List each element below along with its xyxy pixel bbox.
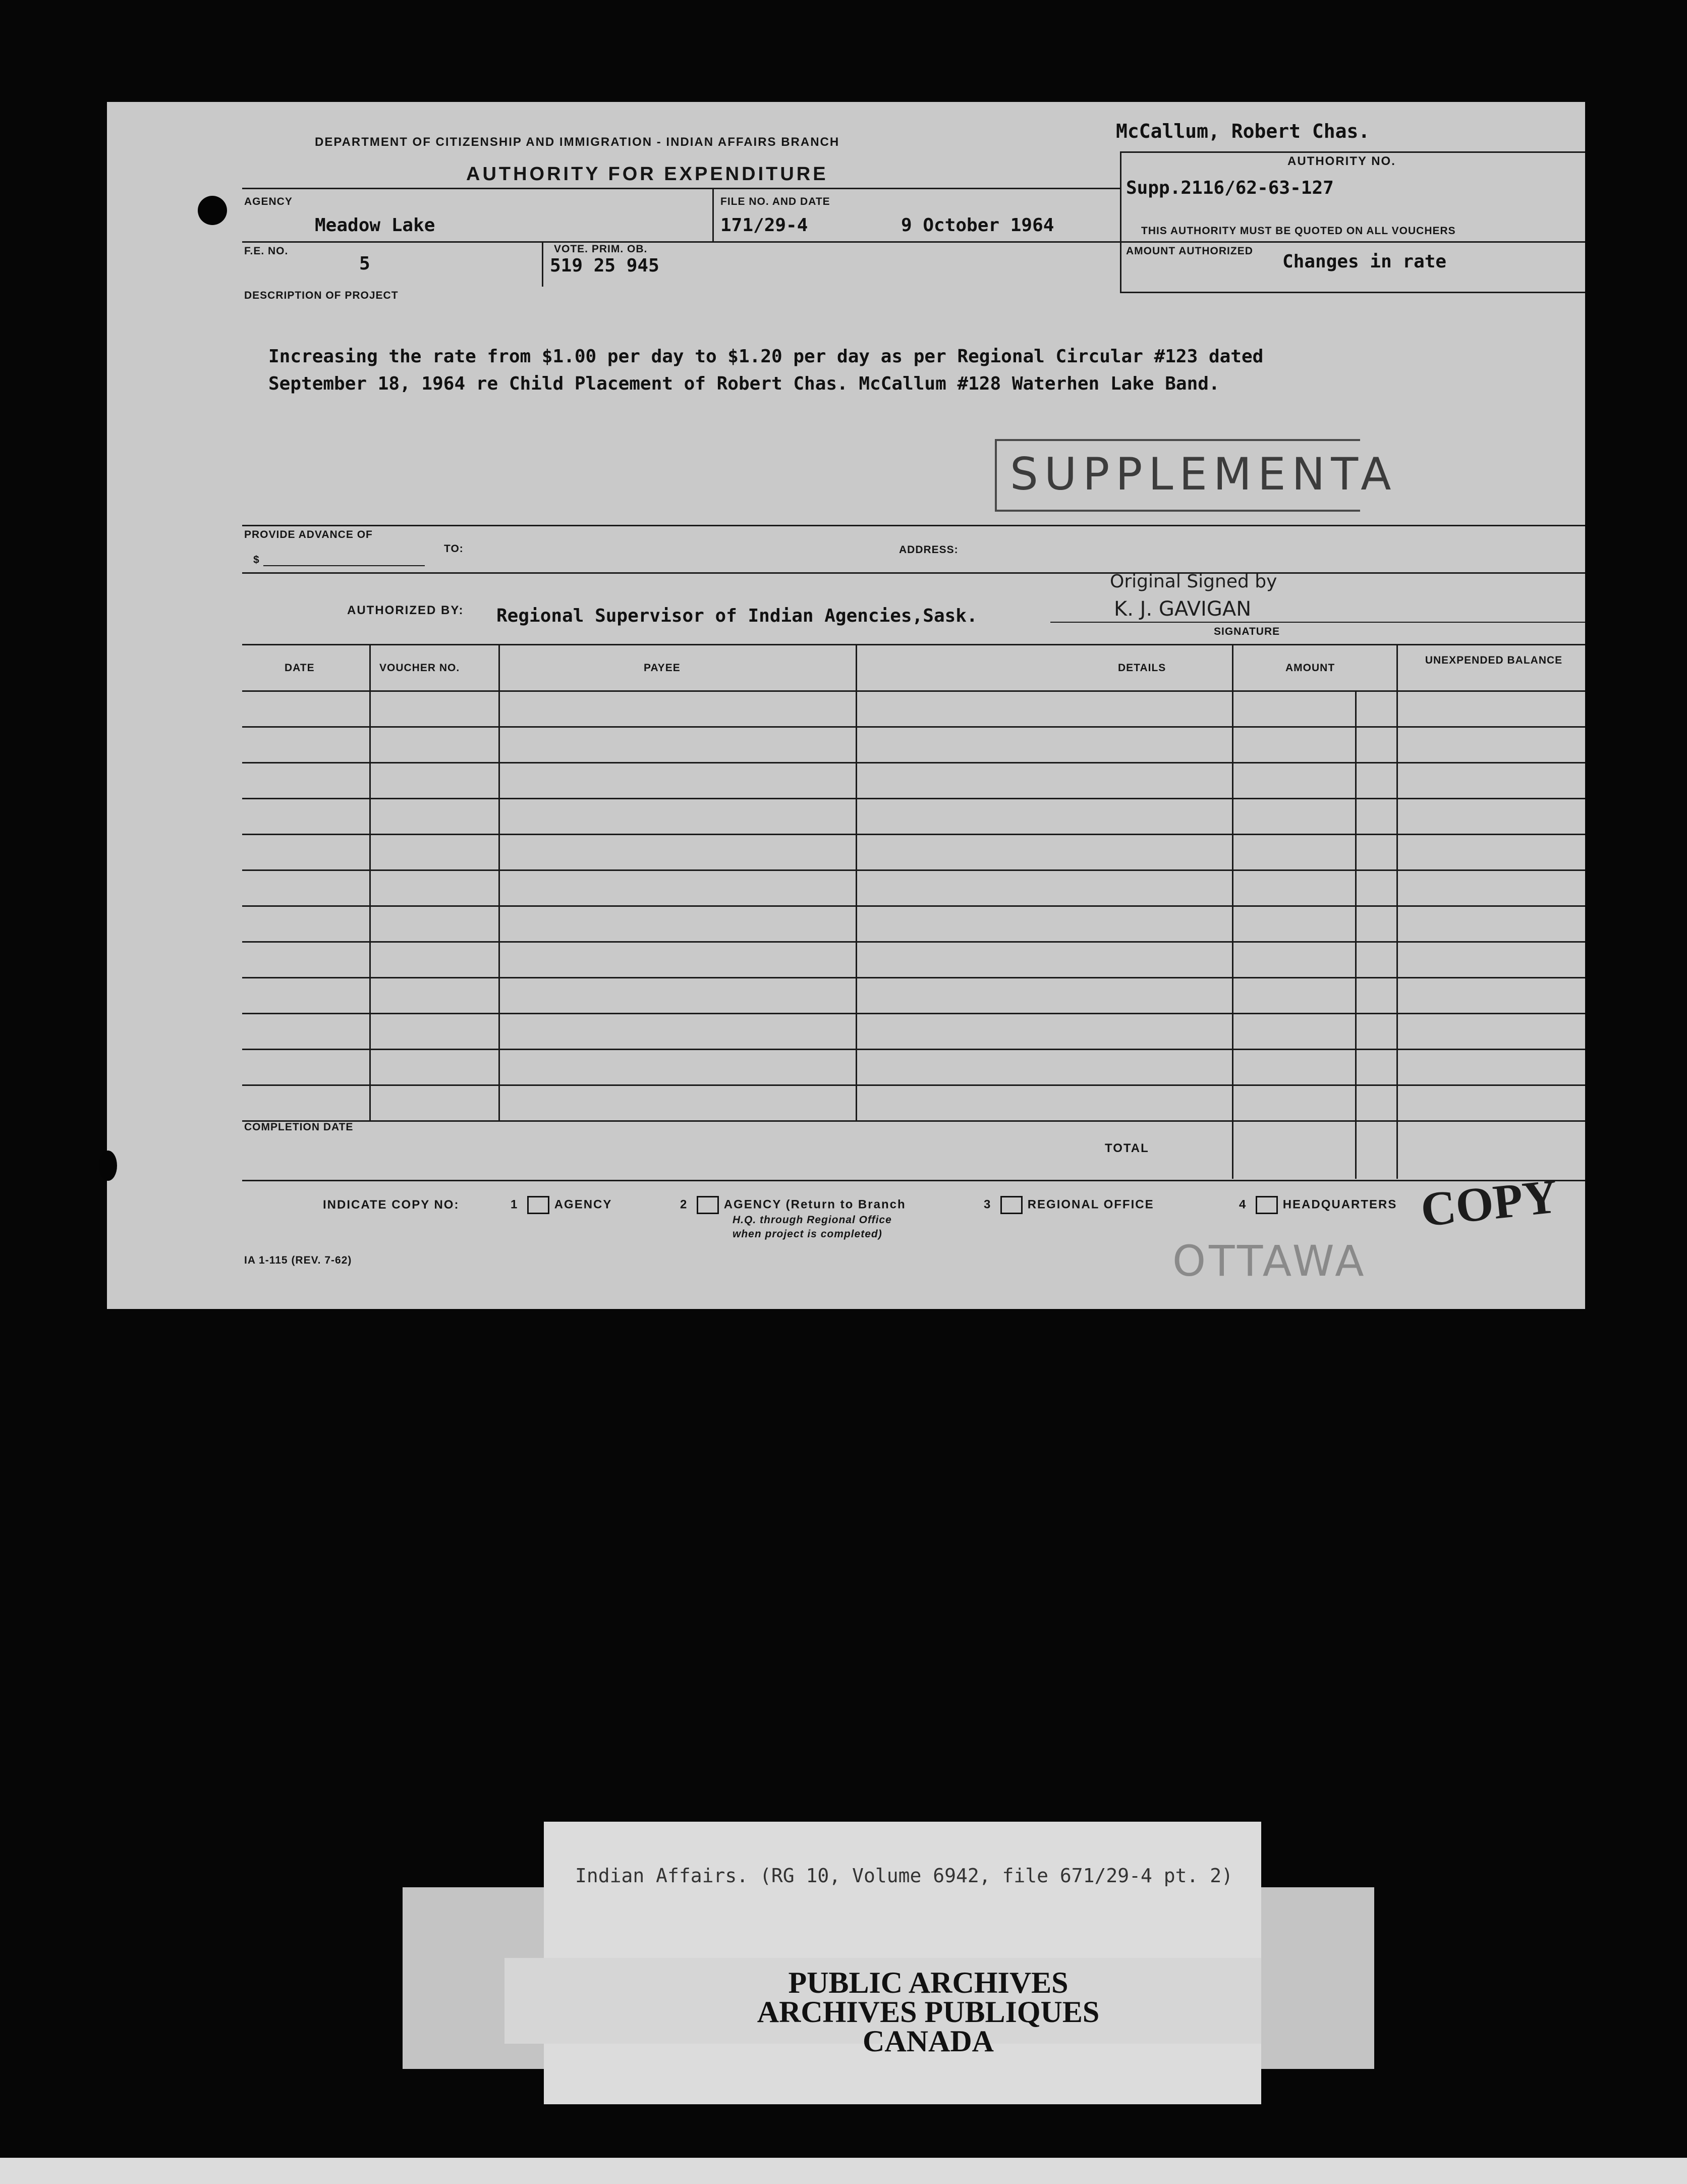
punch-hole <box>198 196 227 225</box>
form-title: AUTHORITY FOR EXPENDITURE <box>466 163 828 185</box>
form-code: IA 1-115 (REV. 7-62) <box>244 1254 352 1266</box>
authority-no: Supp.2116/62-63-127 <box>1126 178 1334 198</box>
copy-stamp: COPY <box>1418 1169 1560 1237</box>
punch-hole-edge <box>99 1151 117 1181</box>
dollar-sign: $ <box>253 554 260 566</box>
agency-label: AGENCY <box>244 196 293 207</box>
total-label: TOTAL <box>1105 1141 1149 1155</box>
col-amount: AMOUNT <box>1285 662 1335 674</box>
fe-value: 5 <box>359 253 370 274</box>
vote-values: 519 25 945 <box>550 255 659 276</box>
original-signed: Original Signed by <box>1110 571 1277 592</box>
col-details: DETAILS <box>1118 662 1166 674</box>
copy-3-checkbox <box>1000 1196 1023 1214</box>
archive-citation: Indian Affairs. (RG 10, Volume 6942, file 671/29-4 pt. 2) <box>575 1865 1233 1887</box>
authorized-by-label: AUTHORIZED BY: <box>347 604 464 617</box>
authority-no-label: AUTHORITY NO. <box>1287 154 1396 168</box>
description-line-2: September 18, 1964 re Child Placement of Robert Chas. McCallum #128 Waterhen Lake Band. <box>268 373 1220 394</box>
copy-2-checkbox <box>697 1196 719 1214</box>
authorized-by-value: Regional Supervisor of Indian Agencies,Sask. <box>496 606 978 626</box>
copy-1: 1 AGENCY <box>511 1196 612 1214</box>
copy-4-checkbox-checked <box>1256 1196 1278 1214</box>
archive-line-1: PUBLIC ARCHIVES <box>788 1966 1069 1999</box>
agency-value: Meadow Lake <box>315 215 435 236</box>
copy-2-note-line1: H.Q. through Regional Office <box>733 1214 892 1226</box>
signature-label: SIGNATURE <box>1214 626 1280 637</box>
col-unexpended-balance: UNEXPENDED BALANCE <box>1425 654 1563 666</box>
file-no: 171/29-4 <box>720 215 808 236</box>
expenditure-form <box>107 102 1585 1309</box>
department-header: DEPARTMENT OF CITIZENSHIP AND IMMIGRATION - INDIAN AFFAIRS BRANCH <box>315 135 840 149</box>
copy-4: 4 HEADQUARTERS <box>1239 1196 1397 1214</box>
col-payee: PAYEE <box>644 662 681 674</box>
amount-authorized-value: Changes in rate <box>1282 251 1447 272</box>
archive-line-3: CANADA <box>863 2025 994 2058</box>
copy-1-checkbox <box>527 1196 549 1214</box>
file-date: 9 October 1964 <box>901 215 1054 236</box>
archive-stamp <box>575 1968 1281 2056</box>
name-annotation: McCallum, Robert Chas. <box>1116 120 1370 142</box>
indicate-copy-label: INDICATE COPY NO: <box>323 1198 460 1212</box>
fe-label: F.E. NO. <box>244 245 289 257</box>
vote-label: VOTE. PRIM. OB. <box>554 243 648 255</box>
amount-authorized-label: AMOUNT AUTHORIZED <box>1126 245 1253 257</box>
address-label: ADDRESS: <box>899 544 959 556</box>
copy-2-note-line2: when project is completed) <box>733 1228 882 1240</box>
description-label: DESCRIPTION OF PROJECT <box>244 290 399 301</box>
col-voucher-no: VOUCHER NO. <box>379 662 460 674</box>
signer-name: K. J. GAVIGAN <box>1114 597 1252 621</box>
to-label: TO: <box>444 543 464 555</box>
film-edge <box>0 2158 1687 2184</box>
supplemental-stamp: SUPPLEMENTA <box>1010 448 1397 500</box>
completion-date-label: COMPLETION DATE <box>244 1121 354 1133</box>
col-date: DATE <box>285 662 315 674</box>
authority-note: THIS AUTHORITY MUST BE QUOTED ON ALL VOUCHERS <box>1141 225 1456 237</box>
provide-advance-label: PROVIDE ADVANCE OF <box>244 529 373 540</box>
description-line-1: Increasing the rate from $1.00 per day to $1.20 per day as per Regional Circular #123 dated <box>268 346 1264 367</box>
copy-2: 2 AGENCY (Return to Branch <box>680 1196 906 1214</box>
ottawa-stamp: OTTAWA <box>1172 1236 1367 1286</box>
file-label: FILE NO. AND DATE <box>720 196 830 207</box>
archive-line-2: ARCHIVES PUBLIQUES <box>757 1995 1100 2029</box>
ledger-table <box>242 644 1585 1180</box>
copy-3: 3 REGIONAL OFFICE <box>984 1196 1154 1214</box>
